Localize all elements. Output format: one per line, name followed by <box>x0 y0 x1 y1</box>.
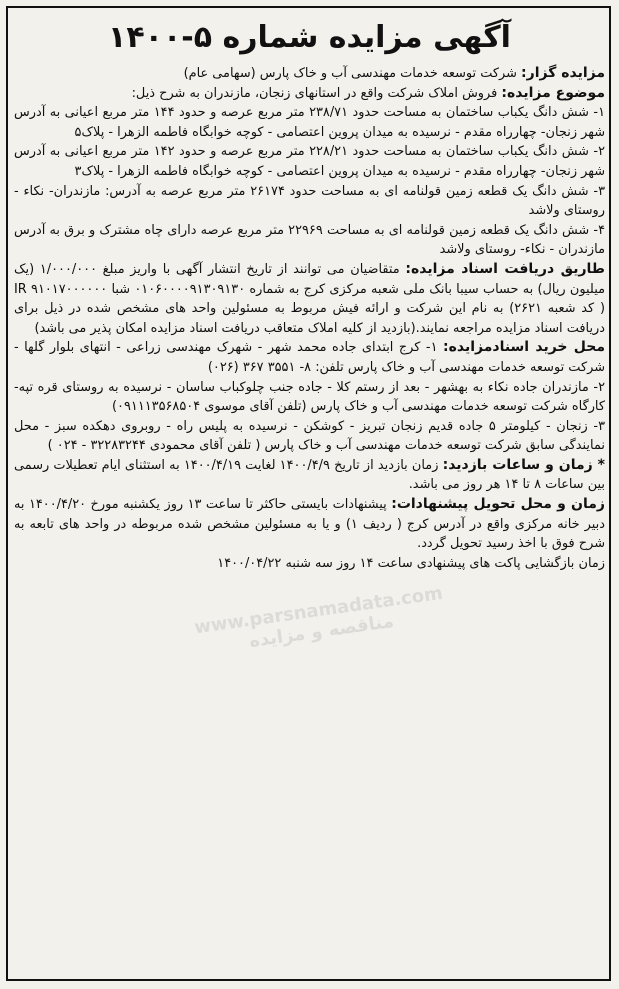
visit-paragraph <box>14 456 605 495</box>
opening-time: زمان بازگشایی پاکت های پیشنهادی ساعت ۱۴ روز سه شنبه ۱۴۰۰/۰۴/۲۲ <box>217 555 605 571</box>
delivery-text: پیشنهادات بایستی حاکثر تا ساعت ۱۳ روز یکشنبه مورخ ۱۴۰۰/۴/۲۰ به دبیر خانه مرکزی واقع در آدرس کرج ( ردیف ۱) و یا به مسئولین مشخص شده مربوطه در واحد های تابعه به شرح فوق با اخذ رسید تحویل گردد. <box>14 497 605 552</box>
purchase-location-2: ۲- مازندران جاده نکاء به بهشهر - بعد از رستم کلا - جاده جنب چلوکباب ساسان - نرسیده به روستای قره تپه- کارگاه شرکت توسعه خدمات مهندسی آب و خاک پارس (تلفن آقای موسوی ۰۹۱۱۱۳۵۶۸۵۰۴) <box>14 379 605 415</box>
property-item-2: ۲- شش دانگ یکباب ساختمان به مساحت حدود ۲۲۸/۲۱ متر مربع عرصه و حدود ۱۴۲ متر مربع اعیانی به آدرس شهر زنجان- چهارراه مقدم - نرسیده به میدان پروین اعتصامی - کوچه خوابگاه فاطمه الزهرا - پلاک۳ <box>14 144 605 179</box>
purchase-label: محل خرید اسنادمزایده: <box>443 339 606 356</box>
visit-text: زمان بازدید از تاریخ ۱۴۰۰/۴/۹ لغایت ۱۴۰۰/۴/۱۹ به استثنای ایام تعطیلات رسمی بین ساعات ۸ تا ۱۴ هر روز می باشد. <box>14 457 605 493</box>
watermark-logo: www.parsnamadata.com مناقصه و مزایده <box>193 582 445 652</box>
subject-text: فروش املاک شرکت واقع در استانهای زنجان، مازندران به شرح ذیل: <box>131 85 502 101</box>
purchase-location-3: ۳- زنجان - کیلومتر ۵ جاده قدیم زنجان تبریز - کوشکن - نرسیده به پلیس راه - روبروی دهکده سبز - محل نمایندگی سابق شرکت توسعه خدمات مهندسی آب و خاک پارس ( تلفن آقای محمودی ۳۲۲۸۳۲۴۴ - ۰۲۴ ) <box>14 418 605 454</box>
auctioneer-label: مزایده گزار: <box>521 65 605 81</box>
docs-method-label: طاریق دریافت اسناد مزایده: <box>405 260 605 277</box>
property-item-3: ۳- شش دانگ یک قطعه زمین قولنامه ای به مساحت حدود ۲۶۱۷۴ متر مربع عرصه به آدرس: مازندران- نکاء - روستای ولاشد <box>14 183 605 219</box>
property-item-4: ۴- شش دانگ یک قطعه زمین قولنامه ای به مساحت ۲۲۹۶۹ متر مربع عرصه دارای چاه مشترک و برق به آدرس مازندران - نکاء- روستای ولاشد <box>14 222 605 258</box>
iban-number: IR ۹۱۰۱۷۰۰۰۰۰۰ <box>14 281 108 297</box>
docs-method-text-a: متقاضیان می توانند از تاریخ انتشار آگهی با واریز مبلغ ۱/۰۰۰/۰۰۰ (یک میلیون ریال) به حساب سیبا بانک ملی شعبه مرکزی کرج به شماره ۰۱۰۶۰۰۰۰۹۱۳۰۹۱۳۰ شبا <box>14 261 605 297</box>
subject-line <box>14 84 605 104</box>
delivery-label: زمان و محل تحویل پیشنهادات: <box>391 496 605 513</box>
property-item-1: ۱- شش دانگ یکباب ساختمان به مساحت حدود ۲۳۸/۷۱ متر مربع عرصه و حدود ۱۴۴ متر مربع اعیانی به آدرس شهر زنجان- چهارراه مقدم - نرسیده به میدان پروین اعتصامی - کوچه خوابگاه فاطمه الزهرا - پلاک۵ <box>14 105 605 140</box>
delivery-paragraph <box>14 495 605 554</box>
auctioneer-line <box>14 64 605 84</box>
auction-notice <box>14 14 605 573</box>
auctioneer-text: شرکت توسعه خدمات مهندسی آب و خاک پارس (سهامی عام) <box>183 66 522 81</box>
docs-method-paragraph <box>14 260 605 338</box>
notice-title: آگهی مزایده شماره ۵-۱۴۰۰ <box>108 20 511 55</box>
purchase-location-1 <box>14 338 605 377</box>
purchase-item-1: ۱- کرج ابتدای جاده محمد شهر - شهرک مهندسی زراعی - انتهای بلوار گلها - شرکت توسعه خدمات مهندسی آب و خاک پارس تلفن: ۸- ۳۵۵۱ ۳۶۷ (۰۲۶) <box>14 340 605 375</box>
subject-label: موضوع مزایده: <box>501 84 605 101</box>
docs-method-text-b: ( کد شعبه ۲۶۲۱) به نام این شرکت و ارائه فیش مربوط به مسئولین واحد های مشخص شده در ذیل برای دریافت اسناد مزایده مراجعه نمایند.(بازدید از کلیه املاک متعاقب دریافت اسناد مزایده امکان پذیر می باشد) <box>14 301 605 336</box>
visit-label: * زمان و ساعات بازدید: <box>442 456 605 473</box>
